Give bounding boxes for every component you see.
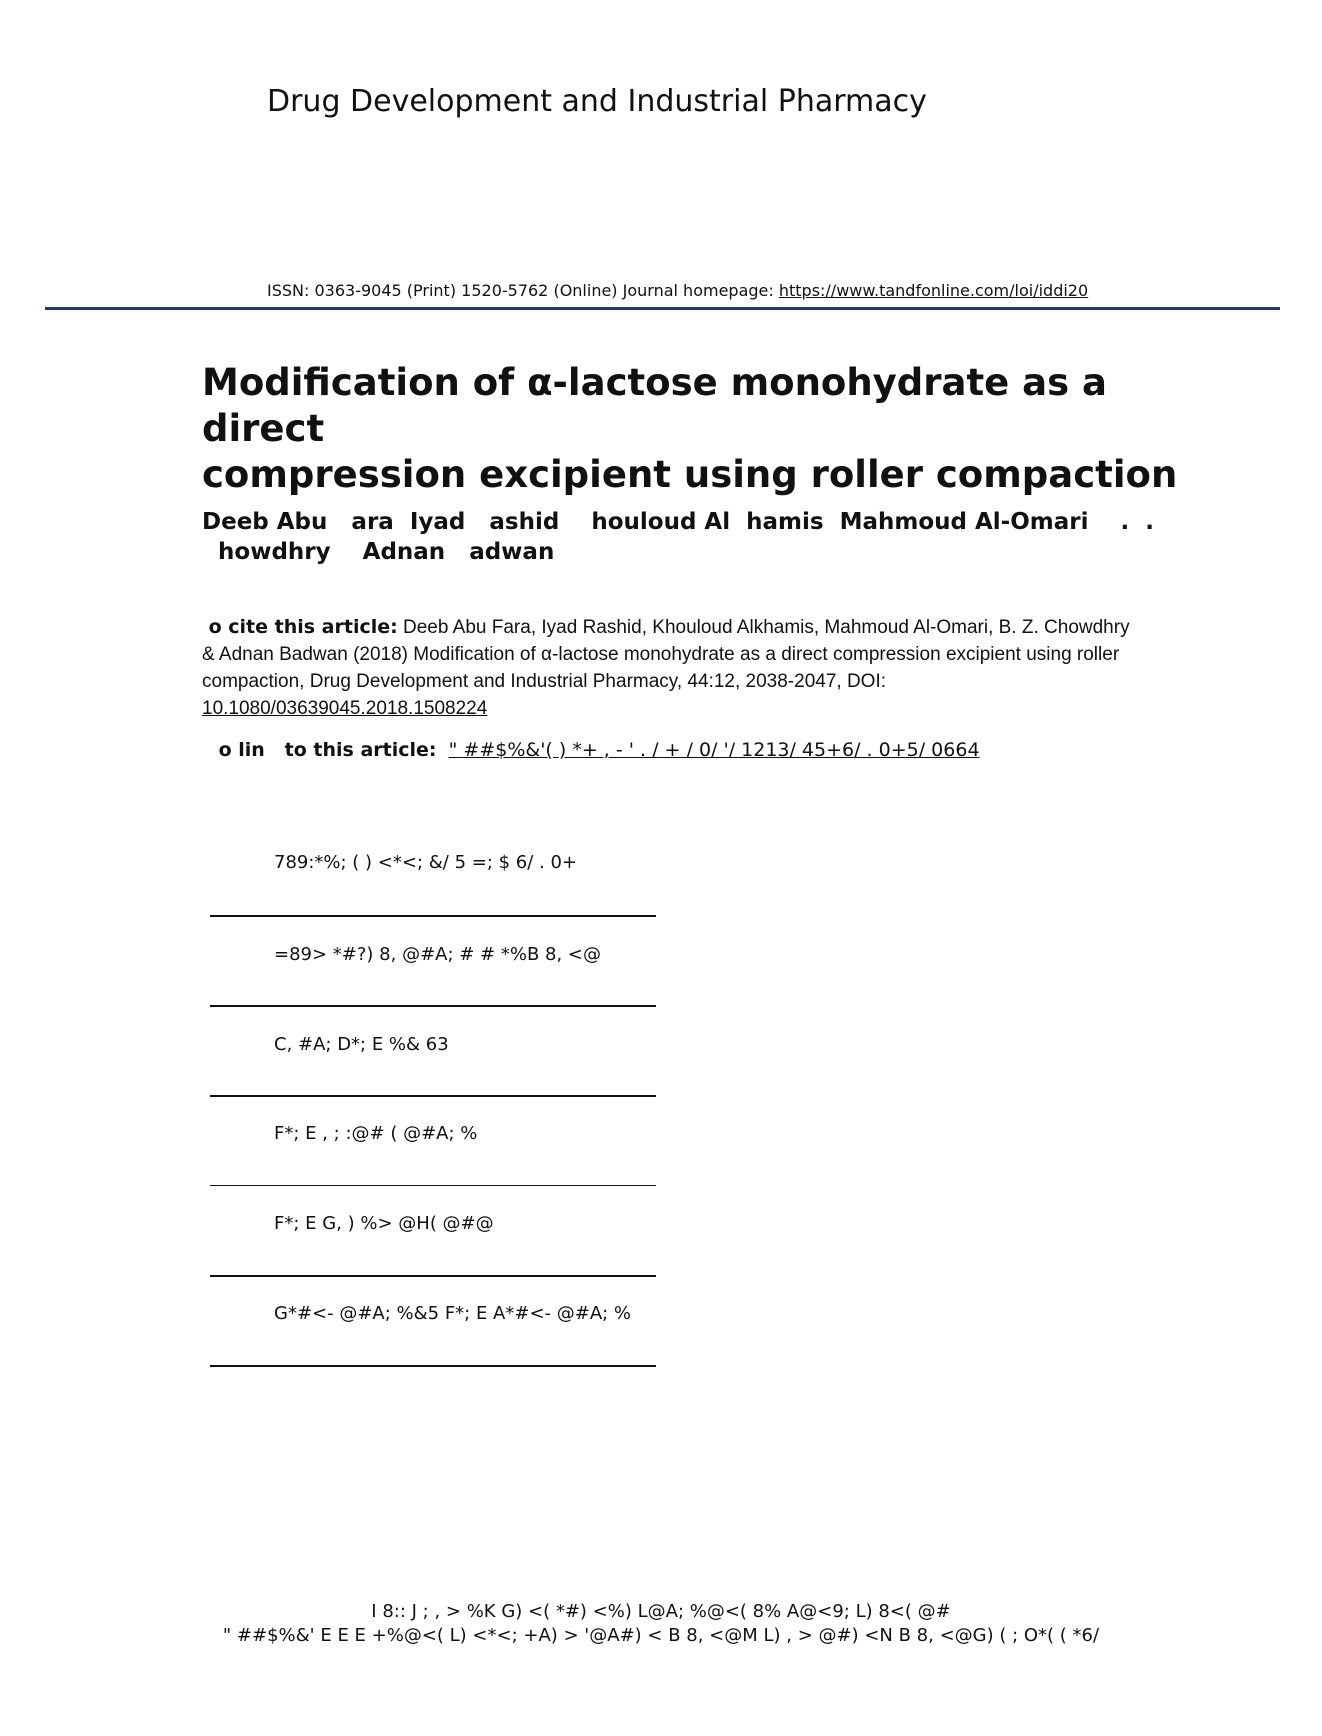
menu-item[interactable]: G*#<- @#A; %&5 F*; E A*#<- @#A; % xyxy=(274,1303,632,1324)
issn-text: ISSN: 0363-9045 (Print) 1520-5762 (Online) Journal homepage: xyxy=(267,281,779,300)
menu-divider xyxy=(210,1275,656,1277)
header-divider xyxy=(45,307,1280,310)
footer-line-1: I 8:: J ; , > %K G) <( *#) <%) L@A; %@<( 8% A@<9; L) 8<( @# xyxy=(371,1601,951,1622)
journal-title: Drug Development and Industrial Pharmacy xyxy=(267,84,927,119)
menu-divider xyxy=(210,915,656,917)
author-line-1: Deeb Abu ara Iyad ashid houloud Al hamis Mahmoud Al-Omari . . xyxy=(202,509,1154,535)
menu-divider xyxy=(210,1365,656,1367)
article-title-line-1: Modification of α-lactose monohydrate as a direct xyxy=(202,361,1108,450)
footer-line-2: " ##$%&' E E E +%@<( L) <*<; +A) > '@A#) < B 8, <@M L) , > @#) <N B 8, <@G) ( ; O*( ( *6/ xyxy=(222,1625,1100,1646)
menu-divider xyxy=(210,1095,656,1097)
menu-divider xyxy=(210,1185,656,1186)
article-link-line xyxy=(212,739,980,761)
author-line-2: howdhry Adnan adwan xyxy=(202,539,555,565)
menu-divider xyxy=(210,1005,656,1007)
citation-block xyxy=(202,614,1137,722)
menu-item[interactable]: 789:*%; ( ) <*<; &/ 5 =; $ 6/ . 0+ xyxy=(274,852,578,873)
citation-label: o cite this article: xyxy=(202,616,398,638)
article-link-url[interactable]: " ##$%&'( ) *+ , - ' . / + / 0/ '/ 1213/ 45+6/ . 0+5/ 0664 xyxy=(448,739,980,761)
journal-homepage-link[interactable]: https://www.tandfonline.com/loi/iddi20 xyxy=(778,281,1089,300)
menu-item[interactable]: F*; E G, ) %> @H( @#@ xyxy=(274,1213,494,1234)
citation-text: Deeb Abu Fara, Iyad Rashid, Khouloud Alkhamis, Mahmoud Al-Omari, B. Z. Chowdhry & Adnan Badwan (2018) Modification of α-lactose monohydrate as a direct compression excipient using roller compaction, Drug Development and Industrial Pharmacy, 44:12, 2038-2047, DOI: xyxy=(202,617,1130,692)
doi-link[interactable]: 10.1080/03639045.2018.1508224 xyxy=(202,698,488,719)
menu-item[interactable]: F*; E , ; :@# ( @#A; % xyxy=(274,1123,478,1144)
menu-item[interactable]: =89> *#?) 8, @#A; # # *%B 8, <@ xyxy=(274,944,602,965)
issn-line xyxy=(267,281,1088,300)
article-title xyxy=(202,360,1202,498)
article-title-line-2: compression excipient using roller compaction xyxy=(202,453,1178,496)
author-list xyxy=(202,507,1162,567)
menu-item[interactable]: C, #A; D*; E %& 63 xyxy=(274,1034,449,1055)
article-link-label: o lin to this article: xyxy=(212,739,437,761)
